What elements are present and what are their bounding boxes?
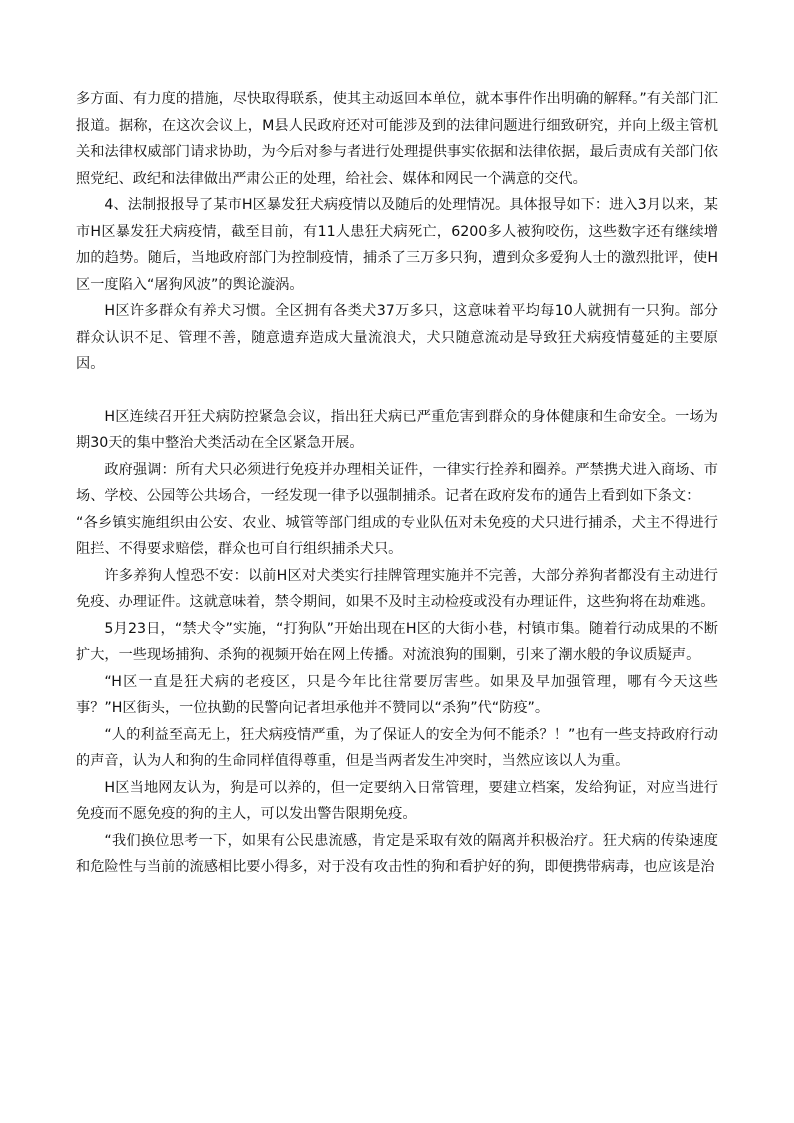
- paragraph-perspective-quote: “我们换位思考一下，如果有公民患流感，肯定是采取有效的隔离并积极治疗。狂犬病的传染速度和危险性与当前的流感相比要小得多，对于没有攻击性的狗和看护好的狗，即便携带病毒，也应该是治: [76, 832, 718, 875]
- paragraph-support-quote: “人的利益至高无上，狂犬病疫情严重，为了保证人的安全为何不能杀？！”也有一些支持政府行动的声音，认为人和狗的生命同样值得尊重，但是当两者发生冲突时，当然应该以人为重。: [76, 726, 718, 769]
- document-body: [76, 86, 718, 881]
- paragraph-netizen-opinion: H区当地网友认为，狗是可以养的，但一定要纳入日常管理，要建立档案，发给狗证，对应当进行免疫而不愿免疫的狗的主人，可以发出警告限期免疫。: [76, 779, 718, 822]
- paragraph-government-statement: 政府强调：所有犬只必须进行免疫并办理相关证件，一律实行拴养和圈养。严禁携犬进入商场、市场、学校、公园等公共场合，一经发现一律予以强制捕杀。记者在政府发布的通告上看到如下条文：: [76, 461, 718, 504]
- paragraph-rabies-report: 4、法制报报导了某市H区暴发狂犬病疫情以及随后的处理情况。具体报导如下：进入3月以来，某市H区暴发狂犬病疫情，截至目前，有11人患狂犬病死亡，6200多人被狗咬伤，这些数字还有继续增加的趋势。随后，当地政府部门为控制疫情，捕杀了三万多只狗，遭到众多爱狗人士的激烈批评，使H区一度陷入“屠狗风波”的舆论漩涡。: [76, 197, 718, 293]
- paragraph-continuation: 多方面、有力度的措施，尽快取得联系，使其主动返回本单位，就本事件作出明确的解释。”有关部门汇报道。据称，在这次会议上，M县人民政府还对可能涉及到的法律问题进行细致研究，并向上级主管机关和法律权威部门请求协助，为今后对参与者进行处理提供事实依据和法律依据，最后责成有关部门依照党纪、政纪和法律做出严肃公正的处理，给社会、媒体和网民一个满意的交代。: [76, 91, 718, 187]
- paragraph-ban-implemented: 5月23日，“禁犬令”实施，“打狗队”开始出现在H区的大街小巷，村镇市集。随着行动成果的不断扩大，一些现场捕狗、杀狗的视频开始在网上传播。对流浪狗的围剿，引来了潮水般的争议质疑声。: [76, 620, 718, 663]
- paragraph-dog-ownership: H区许多群众有养犬习惯。全区拥有各类犬37万多只，这意味着平均每10人就拥有一只狗。部分群众认识不足、管理不善，随意遗弃造成大量流浪犬，犬只随意流动是导致狂犬病疫情蔓延的主要原因。: [76, 303, 718, 372]
- paragraph-emergency-meeting: H区连续召开狂犬病防控紧急会议，指出狂犬病已严重危害到群众的身体健康和生命安全。一场为期30天的集中整治犬类活动在全区紧急开展。: [76, 408, 718, 451]
- blank-line: [76, 378, 718, 404]
- paragraph-owner-worries: 许多养狗人惶恐不安：以前H区对犬类实行挂牌管理实施并不完善，大部分养狗者都没有主动进行免疫、办理证件。这就意味着，禁令期间，如果不及时主动检疫或没有办理证件，这些狗将在劫难逃。: [76, 567, 718, 610]
- paragraph-police-quote: “H区一直是狂犬病的老疫区，只是今年比往常要厉害些。如果及早加强管理，哪有今天这些事？”H区街头，一位执勤的民警向记者坦承他并不赞同以“杀狗”代“防疫”。: [76, 673, 718, 716]
- paragraph-notice-quote: “各乡镇实施组织由公安、农业、城管等部门组成的专业队伍对未免疫的犬只进行捕杀，犬主不得进行阻拦、不得要求赔偿，群众也可自行组织捕杀犬只。: [76, 514, 718, 557]
